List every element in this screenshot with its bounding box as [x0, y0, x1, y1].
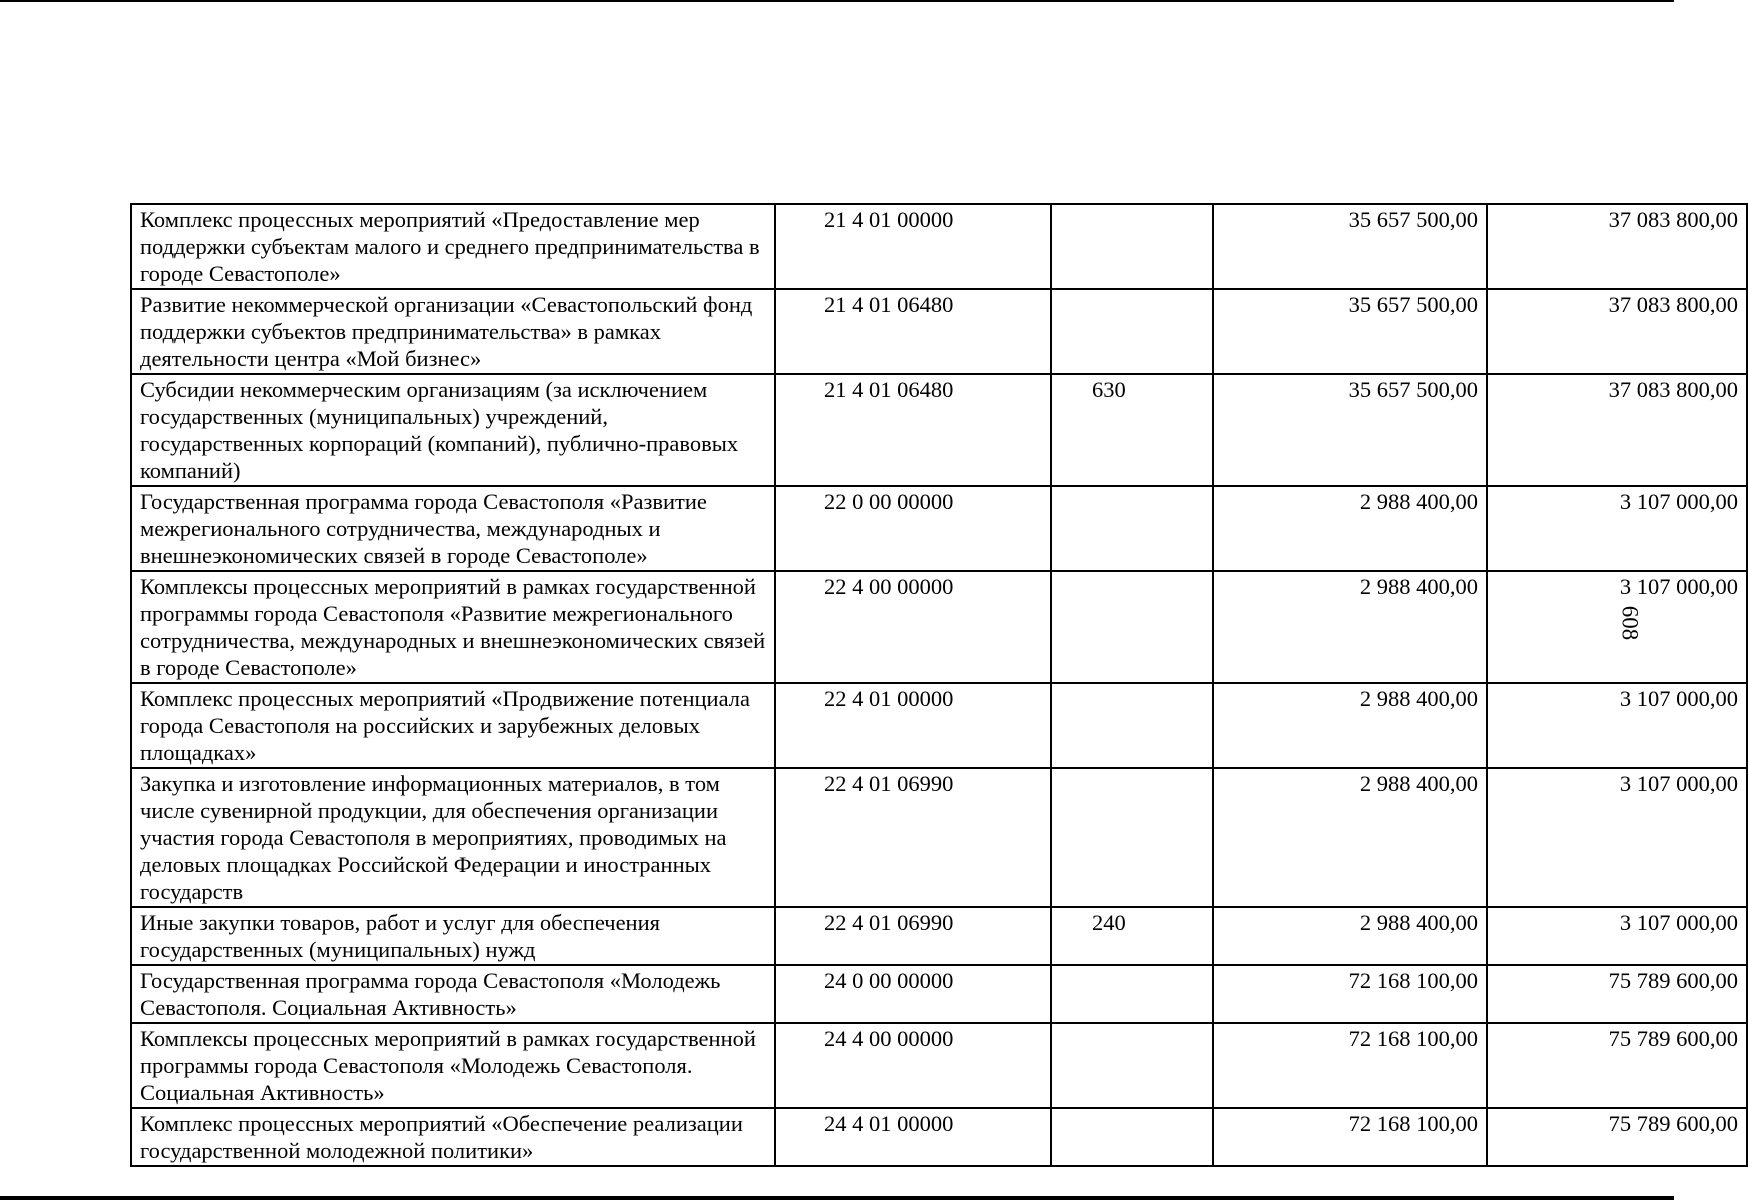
expense-type-cell	[1051, 1023, 1213, 1108]
table-row	[131, 486, 1747, 571]
item-name-cell: Иные закупки товаров, работ и услуг для обеспечения государственных (муниципальных) нужд	[131, 907, 775, 965]
target-code-cell: 22 4 01 06990	[775, 907, 1051, 965]
table-row	[131, 683, 1747, 768]
amount-2-cell: 37 083 800,00	[1487, 204, 1747, 289]
amount-2-cell: 3 107 000,00	[1487, 683, 1747, 768]
target-code-cell: 22 4 00 00000	[775, 571, 1051, 683]
table-row	[131, 204, 1747, 289]
item-name-cell: Государственная программа города Севастополя «Молодежь Севастополя. Социальная Активность»	[131, 965, 775, 1023]
amount-2-cell: 3 107 000,00	[1487, 486, 1747, 571]
table-row	[131, 1023, 1747, 1108]
expense-type-cell	[1051, 965, 1213, 1023]
target-code-cell: 21 4 01 06480	[775, 374, 1051, 486]
amount-2-cell: 75 789 600,00	[1487, 1108, 1747, 1166]
expense-type-cell: 240	[1051, 907, 1213, 965]
target-code-cell: 22 4 01 00000	[775, 683, 1051, 768]
amount-2-cell: 3 107 000,00	[1487, 768, 1747, 907]
target-code-cell: 22 4 01 06990	[775, 768, 1051, 907]
expense-type-cell	[1051, 683, 1213, 768]
item-name-cell: Субсидии некоммерческим организациям (за исключением государственных (муниципальных) учреждений, государственных корпораций (компаний), публично-правовых компаний)	[131, 374, 775, 486]
amount-2-cell: 3 107 000,00	[1487, 571, 1747, 683]
item-name-cell: Комплексы процессных мероприятий в рамках государственной программы города Севастополя «Развитие межрегионального сотрудничества, международных и внешнеэкономических связей в городе Севастополе»	[131, 571, 775, 683]
amount-1-cell: 72 168 100,00	[1213, 1108, 1487, 1166]
item-name-cell: Комплекс процессных мероприятий «Предоставление мер поддержки субъектам малого и среднего предпринимательства в городе Севастополе»	[131, 204, 775, 289]
item-name-cell: Комплекс процессных мероприятий «Обеспечение реализации государственной молодежной политики»	[131, 1108, 775, 1166]
expense-type-cell	[1051, 204, 1213, 289]
target-code-cell: 21 4 01 00000	[775, 204, 1051, 289]
expense-type-cell	[1051, 289, 1213, 374]
table-row	[131, 374, 1747, 486]
expense-type-cell	[1051, 486, 1213, 571]
table-row	[131, 965, 1747, 1023]
amount-1-cell: 72 168 100,00	[1213, 1023, 1487, 1108]
page-number: 608	[1617, 605, 1643, 641]
scan-top-border	[0, 0, 1674, 2]
amount-2-cell: 3 107 000,00	[1487, 907, 1747, 965]
target-code-cell: 24 4 00 00000	[775, 1023, 1051, 1108]
target-code-cell: 24 0 00 00000	[775, 965, 1051, 1023]
table-row	[131, 289, 1747, 374]
scan-bottom-border	[0, 1196, 1674, 1200]
budget-table	[130, 203, 1748, 1167]
table-row	[131, 907, 1747, 965]
amount-1-cell: 2 988 400,00	[1213, 768, 1487, 907]
item-name-cell: Государственная программа города Севастополя «Развитие межрегионального сотрудничества, международных и внешнеэкономических связей в городе Севастополе»	[131, 486, 775, 571]
amount-2-cell: 75 789 600,00	[1487, 965, 1747, 1023]
amount-1-cell: 35 657 500,00	[1213, 204, 1487, 289]
item-name-cell: Комплекс процессных мероприятий «Продвижение потенциала города Севастополя на российских и зарубежных деловых площадках»	[131, 683, 775, 768]
amount-1-cell: 2 988 400,00	[1213, 571, 1487, 683]
table-row	[131, 1108, 1747, 1166]
amount-2-cell: 37 083 800,00	[1487, 289, 1747, 374]
target-code-cell: 21 4 01 06480	[775, 289, 1051, 374]
target-code-cell: 22 0 00 00000	[775, 486, 1051, 571]
expense-type-cell	[1051, 768, 1213, 907]
target-code-cell: 24 4 01 00000	[775, 1108, 1051, 1166]
expense-type-cell	[1051, 1108, 1213, 1166]
amount-1-cell: 35 657 500,00	[1213, 289, 1487, 374]
item-name-cell: Комплексы процессных мероприятий в рамках государственной программы города Севастополя «Молодежь Севастополя. Социальная Активность»	[131, 1023, 775, 1108]
table-row	[131, 571, 1747, 683]
expense-type-cell: 630	[1051, 374, 1213, 486]
amount-1-cell: 2 988 400,00	[1213, 907, 1487, 965]
expense-type-cell	[1051, 571, 1213, 683]
amount-1-cell: 35 657 500,00	[1213, 374, 1487, 486]
table-row	[131, 768, 1747, 907]
item-name-cell: Развитие некоммерческой организации «Севастопольский фонд поддержки субъектов предпринимательства» в рамках деятельности центра «Мой бизнес»	[131, 289, 775, 374]
amount-1-cell: 2 988 400,00	[1213, 486, 1487, 571]
amount-2-cell: 37 083 800,00	[1487, 374, 1747, 486]
amount-2-cell: 75 789 600,00	[1487, 1023, 1747, 1108]
amount-1-cell: 2 988 400,00	[1213, 683, 1487, 768]
amount-1-cell: 72 168 100,00	[1213, 965, 1487, 1023]
item-name-cell: Закупка и изготовление информационных материалов, в том числе сувенирной продукции, для обеспечения организации участия города Севастополя в мероприятиях, проводимых на деловых площадках Российской Федерации и иностранных государств	[131, 768, 775, 907]
